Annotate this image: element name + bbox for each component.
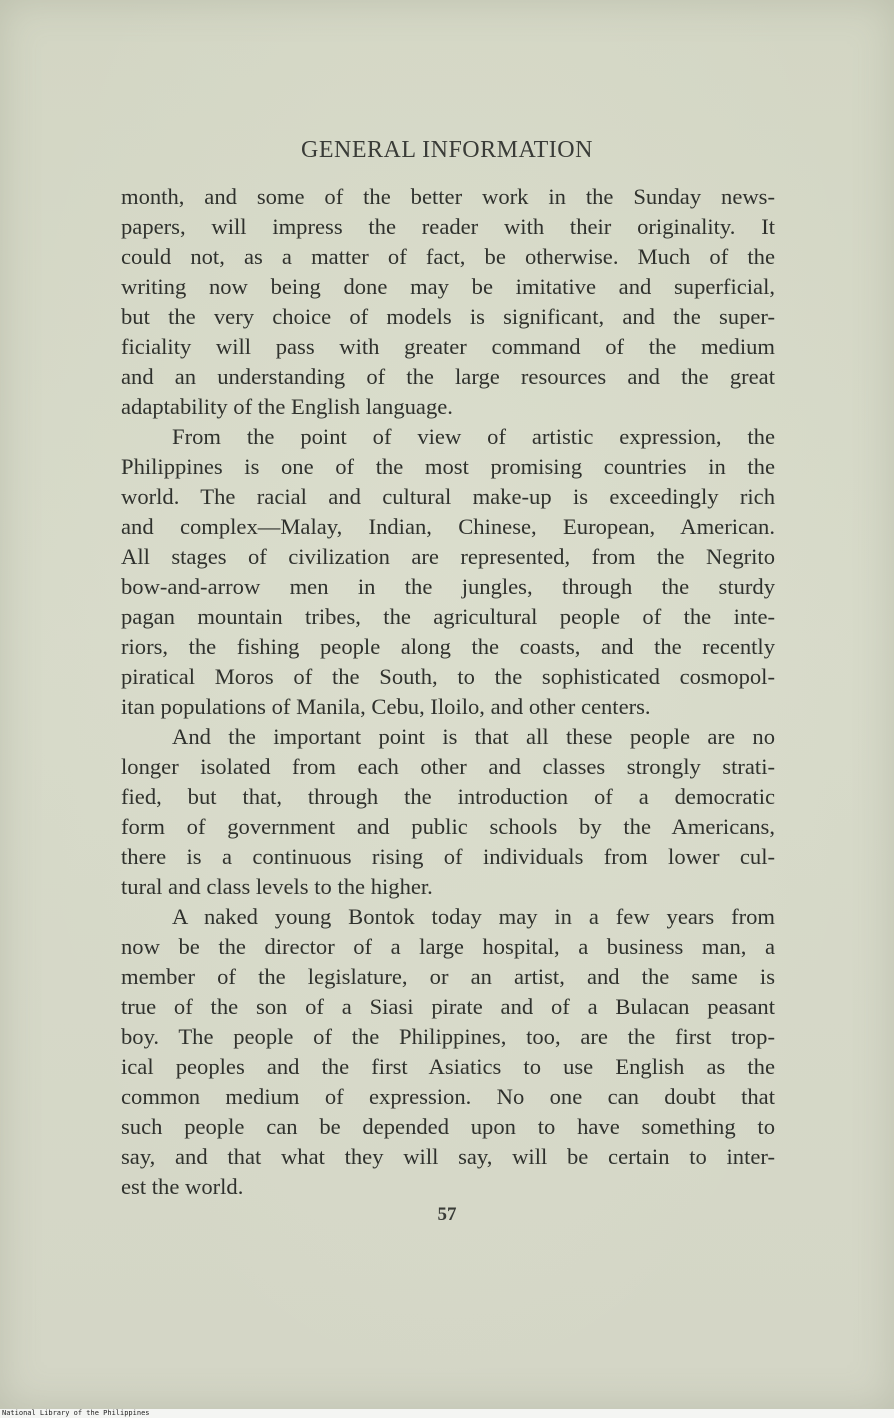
- text-line: could not, as a matter of fact, be otherwise. Much of the: [121, 244, 775, 269]
- text-line: A naked young Bontok today may in a few years from: [172, 904, 775, 929]
- text-line: writing now being done may be imitative and superficial,: [121, 274, 775, 299]
- page-number: 57: [437, 1204, 457, 1225]
- paragraph: [121, 422, 775, 722]
- text-line: tural and class levels to the higher.: [121, 874, 433, 899]
- body-text: [121, 182, 775, 1202]
- text-line: pagan mountain tribes, the agricultural people of the inte-: [121, 604, 775, 629]
- text-line: boy. The people of the Philippines, too, are the first trop-: [121, 1024, 775, 1049]
- text-line: say, and that what they will say, will be certain to inter-: [121, 1144, 775, 1169]
- text-line: form of government and public schools by the Americans,: [121, 814, 775, 839]
- text-line: longer isolated from each other and classes strongly strati-: [121, 754, 775, 779]
- text-line: now be the director of a large hospital, a business man, a: [121, 934, 775, 959]
- text-line: riors, the fishing people along the coasts, and the recently: [121, 634, 775, 659]
- text-line: papers, will impress the reader with their originality. It: [121, 214, 775, 239]
- text-line: adaptability of the English language.: [121, 394, 453, 419]
- text-line: and an understanding of the large resources and the great: [121, 364, 775, 389]
- text-line: and complex—Malay, Indian, Chinese, European, American.: [121, 514, 775, 539]
- running-head: GENERAL INFORMATION: [301, 137, 593, 163]
- text-line: itan populations of Manila, Cebu, Iloilo, and other centers.: [121, 694, 651, 719]
- text-line: month, and some of the better work in the Sunday news-: [121, 184, 775, 209]
- text-line: there is a continuous rising of individuals from lower cul-: [121, 844, 775, 869]
- text-line: common medium of expression. No one can doubt that: [121, 1084, 775, 1109]
- paragraph: [121, 182, 775, 422]
- paragraph: [121, 902, 775, 1202]
- paragraph: [121, 722, 775, 902]
- library-credit: National Library of the Philippines: [2, 1409, 150, 1417]
- text-line: ficiality will pass with greater command of the medium: [121, 334, 775, 359]
- text-line: Philippines is one of the most promising countries in the: [121, 454, 775, 479]
- text-line: world. The racial and cultural make-up is exceedingly rich: [121, 484, 775, 509]
- text-line: est the world.: [121, 1174, 244, 1199]
- text-line: fied, but that, through the introduction of a democratic: [121, 784, 775, 809]
- text-line: member of the legislature, or an artist, and the same is: [121, 964, 775, 989]
- text-line: ical peoples and the first Asiatics to use English as the: [121, 1054, 775, 1079]
- text-line: bow-and-arrow men in the jungles, through the sturdy: [121, 574, 775, 599]
- text-line: piratical Moros of the South, to the sophisticated cosmopol-: [121, 664, 775, 689]
- text-line: such people can be depended upon to have something to: [121, 1114, 775, 1139]
- text-line: All stages of civilization are represented, from the Negrito: [121, 544, 775, 569]
- text-line: true of the son of a Siasi pirate and of a Bulacan peasant: [121, 994, 775, 1019]
- text-line: From the point of view of artistic expression, the: [172, 424, 775, 449]
- text-line: And the important point is that all these people are no: [172, 724, 775, 749]
- text-line: but the very choice of models is significant, and the super-: [121, 304, 775, 329]
